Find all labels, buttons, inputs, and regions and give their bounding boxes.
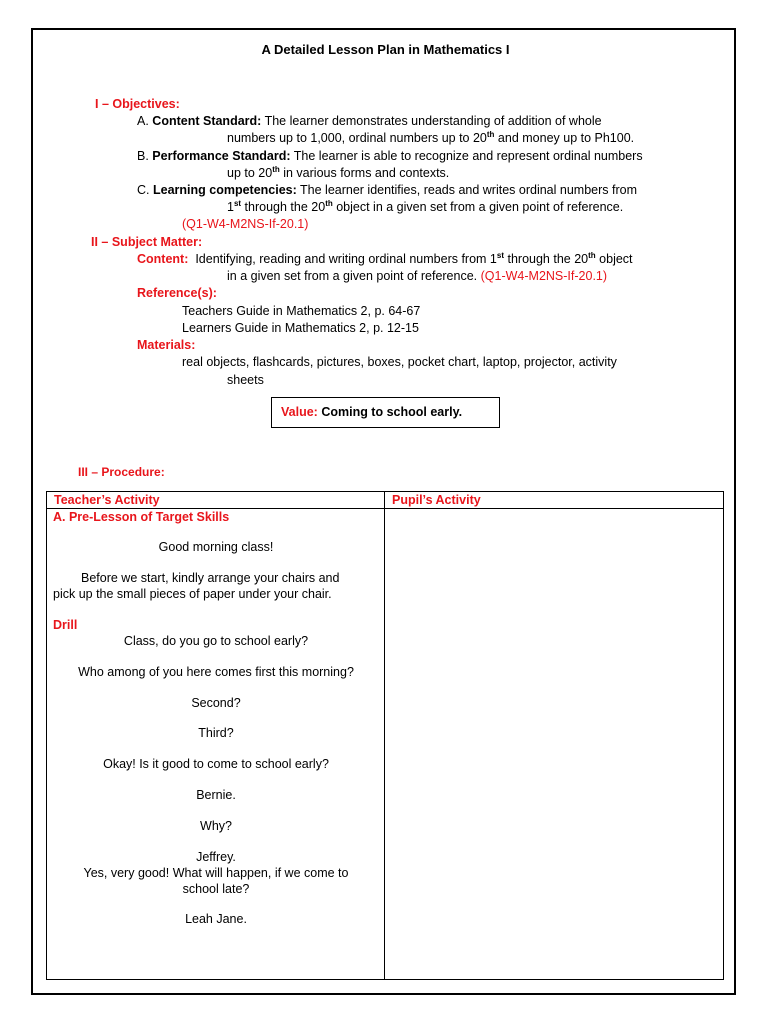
- pupil-activity-cell: [385, 509, 724, 980]
- content-standard-term: Content Standard:: [152, 114, 262, 128]
- dialogue-line: Yes, very good! What will happen, if we come to: [83, 866, 349, 880]
- objectives-heading: I – Objectives:: [95, 97, 180, 111]
- performance-standard-text3: in various forms and contexts.: [279, 166, 450, 180]
- teacher-activity-cell: [47, 509, 385, 980]
- learning-competencies-letter: C.: [137, 183, 150, 197]
- procedure-table: [46, 491, 724, 980]
- value-label: Value:: [281, 405, 318, 419]
- reference-item: Learners Guide in Mathematics 2, p. 12-15: [182, 321, 419, 335]
- lesson-plan-page: [31, 28, 736, 995]
- references-label: Reference(s):: [137, 286, 217, 300]
- value-box: [271, 397, 500, 428]
- content-text-a: Identifying, reading and writing ordinal numbers from 1: [195, 252, 497, 266]
- performance-standard-letter: B.: [137, 149, 149, 163]
- instruction-line1: Before we start, kindly arrange your chairs and: [81, 571, 340, 585]
- dialogue-line: Leah Jane.: [185, 912, 247, 926]
- dialogue-line: Third?: [198, 726, 234, 740]
- content-standard-line1: [137, 113, 602, 129]
- content-code: (Q1-W4-M2NS-If-20.1): [480, 269, 608, 283]
- dialogue-line: Class, do you go to school early?: [123, 634, 309, 648]
- drill-label: Drill: [53, 618, 78, 632]
- superscript: th: [486, 129, 495, 139]
- value-content: Coming to school early.: [321, 405, 463, 419]
- content-text-b: through the 20: [504, 252, 589, 266]
- superscript: th: [272, 164, 280, 174]
- materials-label: Materials:: [137, 338, 196, 352]
- content-standard-text: The learner demonstrates understanding of addition of whole: [264, 114, 602, 128]
- performance-standard-text: The learner is able to recognize and represent ordinal numbers: [293, 149, 643, 163]
- performance-standard-text2: up to 20: [227, 166, 273, 180]
- superscript: th: [588, 250, 596, 260]
- superscript: th: [325, 198, 333, 208]
- dialogue-line: Okay! Is it good to come to school early?: [103, 757, 329, 771]
- instruction-line2: pick up the small pieces of paper under your chair.: [53, 587, 332, 601]
- performance-standard-line1: [137, 148, 643, 164]
- reference-item: Teachers Guide in Mathematics 2, p. 64-67: [182, 304, 421, 318]
- learning-competencies-line2: [227, 199, 623, 215]
- learning-competencies-code: (Q1-W4-M2NS-If-20.1): [182, 217, 309, 231]
- dialogue-line: school late?: [182, 882, 250, 896]
- content-line1: [137, 251, 633, 267]
- content-line2: [227, 268, 607, 284]
- lc-text-c: object in a given set from a given point of reference.: [332, 200, 624, 214]
- dialogue-line: Bernie.: [196, 788, 236, 802]
- superscript: st: [233, 198, 242, 208]
- dialogue-line: Jeffrey.: [196, 850, 236, 864]
- dialogue-line: Second?: [191, 696, 241, 710]
- value-text: [281, 405, 462, 419]
- procedure-heading: III – Procedure:: [78, 465, 165, 479]
- subject-matter-heading: II – Subject Matter:: [91, 235, 203, 249]
- content-text-2: in a given set from a given point of reference.: [227, 269, 478, 283]
- learning-competencies-text: The learner identifies, reads and writes ordinal numbers from: [300, 183, 637, 197]
- content-standard-text2: numbers up to 1,000, ordinal numbers up to 20: [227, 131, 487, 145]
- performance-standard-line2: [227, 165, 449, 181]
- lc-text-b: through the 20: [241, 200, 326, 214]
- content-standard-text3: and money up to Ph100.: [494, 131, 635, 145]
- materials-line2: sheets: [227, 373, 264, 387]
- superscript: st: [496, 250, 505, 260]
- content-standard-letter: A.: [137, 114, 149, 128]
- content-label: Content:: [137, 252, 189, 266]
- content-text-c: object: [595, 252, 633, 266]
- dialogue-line: Who among of you here comes first this morning?: [78, 665, 354, 679]
- pupil-activity-header: Pupil’s Activity: [385, 492, 724, 509]
- document-title: A Detailed Lesson Plan in Mathematics I: [261, 42, 510, 57]
- content-standard-line2: [227, 130, 634, 146]
- materials-line1: real objects, flashcards, pictures, boxes, pocket chart, laptop, projector, activity: [182, 355, 617, 369]
- section-a-title: A. Pre-Lesson of Target Skills: [53, 510, 230, 524]
- greeting: Good morning class!: [158, 540, 274, 554]
- dialogue-line: Why?: [200, 819, 232, 833]
- performance-standard-term: Performance Standard:: [152, 149, 291, 163]
- learning-competencies-term: Learning competencies:: [152, 183, 297, 197]
- learning-competencies-line1: [137, 182, 637, 198]
- teacher-activity-header: Teacher’s Activity: [47, 492, 385, 509]
- lc-text-a: 1: [227, 200, 234, 214]
